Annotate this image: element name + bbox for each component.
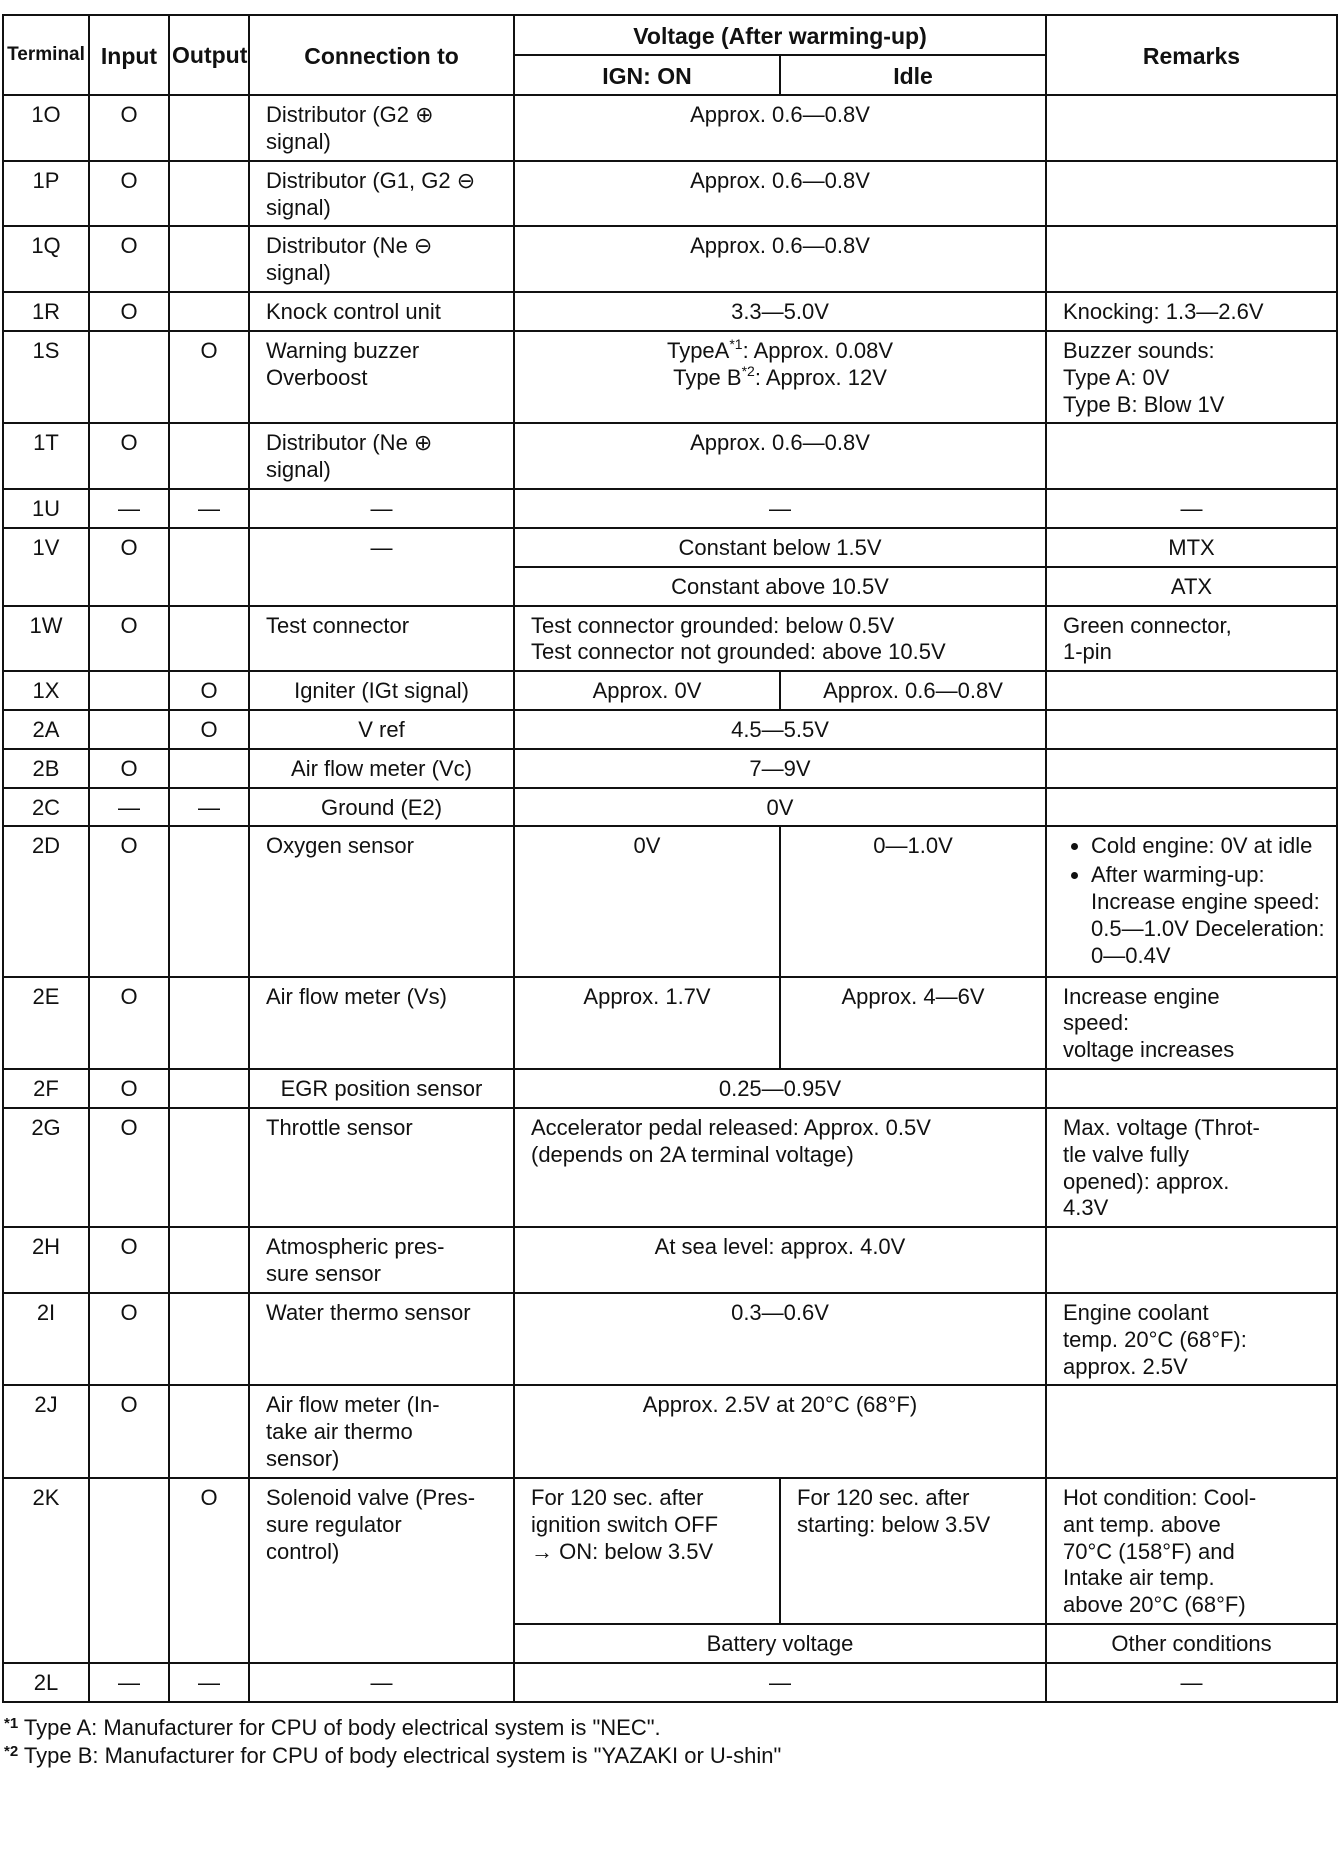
remark-item: • Cold engine: 0V at idle [1091, 833, 1328, 860]
terminal-cell: 1V [3, 528, 89, 606]
terminal-cell: 2E [3, 977, 89, 1069]
output-dash: — [169, 788, 249, 827]
voltage-cell: 7—9V [514, 749, 1046, 788]
type-b-value: : Approx. 12V [754, 364, 887, 390]
remarks-cell: Max. voltage (Throt- tle valve fully opened): approx. 4.3V [1046, 1108, 1337, 1227]
output-dash: — [169, 489, 249, 528]
table-row [3, 1663, 1337, 1702]
table-row [3, 977, 1337, 1069]
terminal-cell: 2D [3, 826, 89, 976]
input-cell [89, 1478, 169, 1663]
remarks-dash: — [1046, 489, 1337, 528]
input-mark: O [89, 1293, 169, 1385]
table-row [3, 489, 1337, 528]
voltage-cell: Approx. 0.6—0.8V [514, 226, 1046, 292]
output-cell [169, 749, 249, 788]
input-mark: O [89, 826, 169, 976]
remarks-cell [1046, 826, 1337, 976]
remarks-cell [1046, 1227, 1337, 1293]
header-voltage: Voltage (After warming-up) [514, 15, 1046, 55]
table-row [3, 1293, 1337, 1385]
footnote-1-text: Type A: Manufacturer for CPU of body electrical system is "NEC". [18, 1715, 661, 1740]
footnote-1 [4, 1715, 661, 1741]
connection-cell: Oxygen sensor [249, 826, 514, 976]
output-cell [169, 826, 249, 976]
connection-cell: Igniter (IGt signal) [249, 671, 514, 710]
table-row [3, 1478, 1337, 1624]
connection-cell: Atmospheric pres- sure sensor [249, 1227, 514, 1293]
remarks-cell: Green connector, 1-pin [1046, 606, 1337, 672]
terminal-cell: 2G [3, 1108, 89, 1227]
remarks-cell: Engine coolant temp. 20°C (68°F): approx. 2.5V [1046, 1293, 1337, 1385]
connection-cell: Distributor (Ne ⊕ signal) [249, 423, 514, 489]
output-cell [169, 161, 249, 227]
connection-dash: — [249, 1663, 514, 1702]
remark-item: • After warming-up: Increase engine speed: 0.5—1.0V Deceleration: 0—0.4V [1091, 862, 1328, 969]
input-mark: O [89, 161, 169, 227]
connection-cell: Knock control unit [249, 292, 514, 331]
table-row [3, 423, 1337, 489]
remarks-other: Other conditions [1046, 1624, 1337, 1663]
output-cell [169, 606, 249, 672]
output-mark: O [169, 671, 249, 710]
connection-cell: Throttle sensor [249, 1108, 514, 1227]
header-output: Output [169, 15, 249, 95]
remarks-cell [1046, 423, 1337, 489]
voltage-cell: Approx. 2.5V at 20°C (68°F) [514, 1385, 1046, 1477]
input-mark: O [89, 1227, 169, 1293]
remarks-mtx: MTX [1046, 528, 1337, 567]
input-dash: — [89, 489, 169, 528]
ign-on-cell: Approx. 0V [514, 671, 780, 710]
output-cell [169, 95, 249, 161]
output-cell [169, 1227, 249, 1293]
terminal-cell: 2K [3, 1478, 89, 1663]
idle-cell: Approx. 0.6—0.8V [780, 671, 1046, 710]
table-row [3, 606, 1337, 672]
terminal-cell: 1W [3, 606, 89, 672]
voltage-type-a [523, 335, 1037, 365]
input-dash: — [89, 788, 169, 827]
remarks-cell [1046, 95, 1337, 161]
input-mark: O [89, 1385, 169, 1477]
voltage-other: Battery voltage [514, 1624, 1046, 1663]
voltage-cell: Approx. 0.6—0.8V [514, 95, 1046, 161]
idle-cell: 0—1.0V [780, 826, 1046, 976]
remarks-dash: — [1046, 1663, 1337, 1702]
voltage-dash: — [514, 489, 1046, 528]
output-cell [169, 1069, 249, 1108]
input-mark: O [89, 292, 169, 331]
footnote-2 [4, 1743, 781, 1769]
connection-cell: Air flow meter (Vs) [249, 977, 514, 1069]
connection-cell: V ref [249, 710, 514, 749]
terminal-cell: 2F [3, 1069, 89, 1108]
voltage-cell: Approx. 0.6—0.8V [514, 161, 1046, 227]
connection-cell: Air flow meter (Vc) [249, 749, 514, 788]
ign-on-cell: 0V [514, 826, 780, 976]
terminal-cell: 1Q [3, 226, 89, 292]
remarks-cell [1046, 1385, 1337, 1477]
terminal-cell: 2H [3, 1227, 89, 1293]
type-a-value: : Approx. 0.08V [742, 337, 894, 363]
connection-cell: Test connector [249, 606, 514, 672]
remarks-list [1063, 833, 1328, 969]
remarks-cell [1046, 161, 1337, 227]
input-mark: O [89, 95, 169, 161]
output-cell [169, 292, 249, 331]
header-idle: Idle [780, 55, 1046, 95]
input-mark: O [89, 749, 169, 788]
terminal-cell: 1X [3, 671, 89, 710]
connection-cell: Warning buzzer Overboost [249, 331, 514, 423]
header-ign-on: IGN: ON [514, 55, 780, 95]
remarks-cell [1046, 671, 1337, 710]
output-mark: O [169, 710, 249, 749]
idle-cell: Approx. 4—6V [780, 977, 1046, 1069]
output-cell [169, 1385, 249, 1477]
terminal-cell: 1T [3, 423, 89, 489]
header-remarks: Remarks [1046, 15, 1337, 95]
connection-cell: Air flow meter (In- take air thermo sensor) [249, 1385, 514, 1477]
table-row [3, 1227, 1337, 1293]
voltage-type-b [523, 362, 1037, 392]
table-row [3, 788, 1337, 827]
connection-dash: — [249, 528, 514, 606]
table-row [3, 1069, 1337, 1108]
terminal-cell: 1R [3, 292, 89, 331]
remarks-cell: Hot condition: Cool- ant temp. above 70°C (158°F) and Intake air temp. above 20°C (68°F) [1046, 1478, 1337, 1624]
connection-dash: — [249, 489, 514, 528]
voltage-dash: — [514, 1663, 1046, 1702]
input-mark: O [89, 977, 169, 1069]
connection-cell: Water thermo sensor [249, 1293, 514, 1385]
table-row [3, 1385, 1337, 1477]
ign-on-cell: For 120 sec. after ignition switch OFF → ON: below 3.5V [514, 1478, 780, 1624]
terminal-cell: 2C [3, 788, 89, 827]
input-mark: O [89, 226, 169, 292]
table-row [3, 671, 1337, 710]
connection-cell: Ground (E2) [249, 788, 514, 827]
header-row [3, 15, 1337, 55]
input-dash: — [89, 1663, 169, 1702]
input-mark: O [89, 528, 169, 606]
voltage-cell: 0.3—0.6V [514, 1293, 1046, 1385]
remarks-atx: ATX [1046, 567, 1337, 606]
voltage-cell: 0V [514, 788, 1046, 827]
table-row [3, 161, 1337, 227]
table-row [3, 710, 1337, 749]
output-dash: — [169, 1663, 249, 1702]
output-cell [169, 528, 249, 606]
type-a-label: TypeA [666, 337, 730, 363]
header-terminal: Terminal [3, 15, 89, 95]
terminal-cell: 2I [3, 1293, 89, 1385]
connection-cell: Distributor (G2 ⊕ signal) [249, 95, 514, 161]
voltage-atx: Constant above 10.5V [514, 567, 1046, 606]
remarks-cell [1046, 1069, 1337, 1108]
terminal-cell: 1P [3, 161, 89, 227]
output-cell [169, 1108, 249, 1227]
output-mark: O [169, 331, 249, 423]
input-mark: O [89, 606, 169, 672]
terminal-voltage-table [2, 14, 1338, 1703]
output-mark: O [169, 1478, 249, 1663]
idle-cell: For 120 sec. after starting: below 3.5V [780, 1478, 1046, 1624]
remarks-cell [1046, 788, 1337, 827]
table-row [3, 826, 1337, 976]
terminal-cell: 1S [3, 331, 89, 423]
table-row [3, 95, 1337, 161]
terminal-cell: 2B [3, 749, 89, 788]
input-cell [89, 331, 169, 423]
output-cell [169, 977, 249, 1069]
voltage-cell: At sea level: approx. 4.0V [514, 1227, 1046, 1293]
header-connection: Connection to [249, 15, 514, 95]
table-row [3, 292, 1337, 331]
remarks-cell: Increase engine speed: voltage increases [1046, 977, 1337, 1069]
output-cell [169, 226, 249, 292]
remarks-cell [1046, 749, 1337, 788]
table-row [3, 528, 1337, 567]
voltage-cell: 0.25—0.95V [514, 1069, 1046, 1108]
input-mark: O [89, 423, 169, 489]
terminal-cell: 1O [3, 95, 89, 161]
remarks-cell [1046, 710, 1337, 749]
table-row [3, 226, 1337, 292]
remarks-cell: Knocking: 1.3—2.6V [1046, 292, 1337, 331]
remarks-cell [1046, 226, 1337, 292]
connection-cell: Distributor (Ne ⊖ signal) [249, 226, 514, 292]
input-mark: O [89, 1069, 169, 1108]
footnote-2-text: Type B: Manufacturer for CPU of body electrical system is "YAZAKI or U-shin" [18, 1743, 782, 1768]
type-b-label: Type B [673, 364, 742, 390]
voltage-cell [514, 331, 1046, 423]
voltage-cell: Test connector grounded: below 0.5V Test connector not grounded: above 10.5V [514, 606, 1046, 672]
terminal-cell: 2J [3, 1385, 89, 1477]
voltage-cell: 4.5—5.5V [514, 710, 1046, 749]
footnote-2-mark: *2 [4, 1743, 19, 1760]
table-row [3, 331, 1337, 423]
output-cell [169, 1293, 249, 1385]
terminal-cell: 1U [3, 489, 89, 528]
footnote-ref-2: *2 [741, 362, 755, 379]
footnote-1-mark: *1 [4, 1715, 19, 1732]
input-mark: O [89, 1108, 169, 1227]
voltage-cell: 3.3—5.0V [514, 292, 1046, 331]
terminal-cell: 2L [3, 1663, 89, 1702]
voltage-mtx: Constant below 1.5V [514, 528, 1046, 567]
table-row [3, 749, 1337, 788]
table-row [3, 1108, 1337, 1227]
output-cell [169, 423, 249, 489]
voltage-cell: Approx. 0.6—0.8V [514, 423, 1046, 489]
input-cell [89, 710, 169, 749]
terminal-cell: 2A [3, 710, 89, 749]
ign-on-cell: Approx. 1.7V [514, 977, 780, 1069]
connection-cell: Solenoid valve (Pres- sure regulator control) [249, 1478, 514, 1663]
connection-cell: Distributor (G1, G2 ⊖ signal) [249, 161, 514, 227]
voltage-cell: Accelerator pedal released: Approx. 0.5V (depends on 2A terminal voltage) [514, 1108, 1046, 1227]
input-cell [89, 671, 169, 710]
header-input: Input [89, 15, 169, 95]
footnote-ref-1: *1 [729, 335, 743, 352]
remarks-cell: Buzzer sounds: Type A: 0V Type B: Blow 1V [1046, 331, 1337, 423]
connection-cell: EGR position sensor [249, 1069, 514, 1108]
